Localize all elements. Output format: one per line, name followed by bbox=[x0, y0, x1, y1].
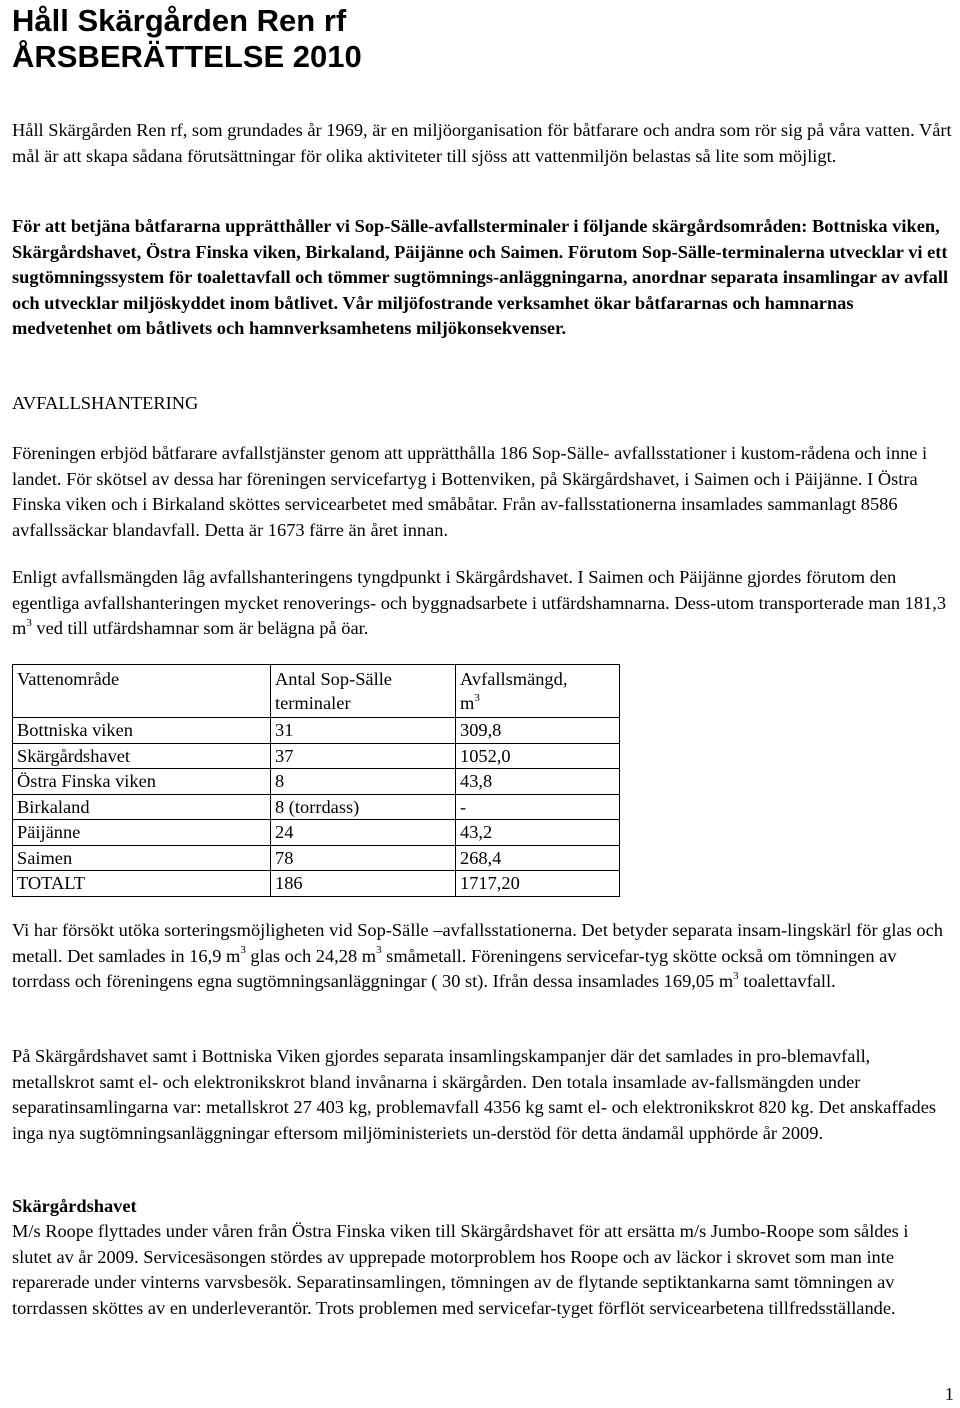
table-cell-count: 31 bbox=[271, 718, 456, 744]
header-amount-line2: m bbox=[460, 693, 475, 713]
table-cell-count: 78 bbox=[271, 845, 456, 871]
table-row bbox=[13, 718, 620, 744]
sortering-p1-text-b: glas och 24,28 m bbox=[245, 945, 377, 966]
table-cell-amount: - bbox=[456, 794, 620, 820]
table-cell-count: 186 bbox=[271, 871, 456, 897]
table-cell-area: Päijänne bbox=[13, 820, 271, 846]
table-cell-amount: 309,8 bbox=[456, 718, 620, 744]
sortering-p1-text-c: småmetall. Föreningens servicefar-tyg skötte också om tömningen av torrdass och föreningens egna sugtömningsanläggningar ( 30 st). Ifrån dessa insamlades 169,05 m bbox=[12, 945, 897, 991]
table-row bbox=[13, 769, 620, 795]
table-header-count bbox=[271, 665, 456, 718]
avfall-p2-sup: 3 bbox=[26, 616, 32, 629]
sortering-p1-sup2: 3 bbox=[376, 944, 382, 957]
table-cell-area: Skärgårdshavet bbox=[13, 743, 271, 769]
header-amount-sup: 3 bbox=[474, 691, 480, 704]
intro-paragraph-1: Håll Skärgården Ren rf, som grundades år 1969, är en miljöorganisation för båtfarare och andra som rör sig på våra vatten. Vårt mål är att skapa sådana förutsättningar för olika aktiviteter till sjöss att vattenmiljön belastas så lite som möjligt. bbox=[12, 120, 952, 166]
table-row bbox=[13, 820, 620, 846]
table-row bbox=[13, 743, 620, 769]
table-cell-area: Bottniska viken bbox=[13, 718, 271, 744]
table-cell-count: 24 bbox=[271, 820, 456, 846]
table-cell-area: TOTALT bbox=[13, 871, 271, 897]
table-header-amount bbox=[456, 665, 620, 718]
sortering-p1-sup1: 3 bbox=[240, 944, 246, 957]
sortering-paragraph-1 bbox=[12, 918, 952, 995]
skargard-paragraph-1: M/s Roope flyttades under våren från Östra Finska viken till Skärgårdshavet för att ersätta m/s Jumbo-Roope som såldes i slutet av år 2009. Servicesäsongen stördes av upprepade motorproblem hos Roope och av läckor i skrovet som man inte reparerade under vinterns varvsbesök. Separatinsamlingen, tömningen av de flytande septiktankarna samt tömningen av torrdassen sköttes av en underleverantör. Trots problemen med servicefar-tyget förflöt servicearbetena tillfredsställande. bbox=[12, 1221, 909, 1318]
section-heading-skargardshavet: Skärgårdshavet bbox=[12, 1196, 137, 1216]
table-cell-amount: 1052,0 bbox=[456, 743, 620, 769]
intro-paragraph-2: För att betjäna båtfararna upprätthåller vi Sop-Sälle-avfallsterminaler i följande skärgårdsområden: Bottniska viken, Skärgårdshavet, Östra Finska viken, Birkaland, Päijänne och Saimen. Förutom Sop-Sälle-terminalerna utvecklar vi ett sugtömningssystem för toalettavfall och tömmer sugtömnings-anläggningarna, anordnar separata insamlingar av avfall och utvecklar miljöskyddet inom båtlivet. Vår miljöfostrande verksamhet ökar båtfararnas och hamnarnas medvetenhet om båtlivets och hamnverksamhetens miljökonsekvenser. bbox=[12, 216, 949, 338]
sortering-paragraph-2: På Skärgårdshavet samt i Bottniska Viken gjordes separata insamlingskampanjer där det samlades in pro-blemavfall, metallskrot samt el- och elektronikskrot bland invånarna i skärgården. Den totala insamlade av-fallsmängden under separatinsamlingarna var: metallskrot 27 403 kg, problemavfall 4356 kg samt el- och elektronikskrot 820 kg. Det anskaffades inga nya sugtömningsanläggningar eftersom miljöministeriets un-derstöd för detta ändamål upphörde år 2009. bbox=[12, 1046, 937, 1143]
header-amount-line1: Avfallsmängd, bbox=[460, 669, 568, 689]
section-heading-avfallshantering: AVFALLSHANTERING bbox=[12, 393, 199, 413]
table-header-area: Vattenområde bbox=[13, 665, 271, 718]
table-cell-area: Östra Finska viken bbox=[13, 769, 271, 795]
document-title-report: ÅRSBERÄTTELSE 2010 bbox=[12, 39, 362, 74]
sortering-p1-text-d: toalettavfall. bbox=[738, 971, 836, 991]
header-count-line2: terminaler bbox=[275, 693, 351, 713]
table-cell-amount: 1717,20 bbox=[456, 871, 620, 897]
table-cell-count: 8 (torrdass) bbox=[271, 794, 456, 820]
table-cell-count: 8 bbox=[271, 769, 456, 795]
avfall-paragraph-1: Föreningen erbjöd båtfarare avfallstjänster genom att upprätthålla 186 Sop-Sälle- avfallsstationer i kustom-rådena och inne i landet. För skötsel av dessa har föreningen servicefartyg i Bottenviken, på Skärgårdshavet, i Saimen och i Päijänne. I Östra Finska viken och i Birkaland sköttes servicearbetet med småbåtar. Från av-fallsstationerna insamlades sammanlagt 8586 avfallssäckar blandavfall. Detta är 1673 färre än året innan. bbox=[12, 443, 928, 540]
sortering-p1-sup3: 3 bbox=[733, 969, 739, 982]
table-cell-amount: 43,8 bbox=[456, 769, 620, 795]
document-title-org: Håll Skärgården Ren rf bbox=[12, 3, 347, 38]
table-cell-area: Saimen bbox=[13, 845, 271, 871]
header-count-line1: Antal Sop-Sälle bbox=[275, 669, 392, 689]
table-cell-area: Birkaland bbox=[13, 794, 271, 820]
avfall-p2-text-a: Enligt avfallsmängden låg avfallshanteringens tyngdpunkt i Skärgårdshavet. I Saimen och Päijänne gjordes förutom den egentliga avfallshanteringen mycket renoverings- och byggnadsarbete i utfärdshamnarna. Dess-utom transporterade man 181,3 m bbox=[12, 567, 947, 638]
avfall-p2-text-b: ved till utfärdshamnar som är belägna på öar. bbox=[31, 618, 369, 638]
table-cell-amount: 268,4 bbox=[456, 845, 620, 871]
table-row bbox=[13, 845, 620, 871]
avfall-paragraph-2 bbox=[12, 565, 952, 642]
table-row-total bbox=[13, 871, 620, 897]
table-cell-count: 37 bbox=[271, 743, 456, 769]
page-number: 1 bbox=[944, 1384, 954, 1404]
table-header-row bbox=[13, 665, 620, 718]
sortering-p1-text-a: Vi har försökt utöka sorteringsmöjligheten vid Sop-Sälle –avfallsstationerna. Det betyder separata insam-lingskärl för glas och metall. Det samlades in 16,9 m bbox=[12, 920, 943, 966]
table-row bbox=[13, 794, 620, 820]
table-cell-amount: 43,2 bbox=[456, 820, 620, 846]
waste-table bbox=[12, 664, 620, 897]
